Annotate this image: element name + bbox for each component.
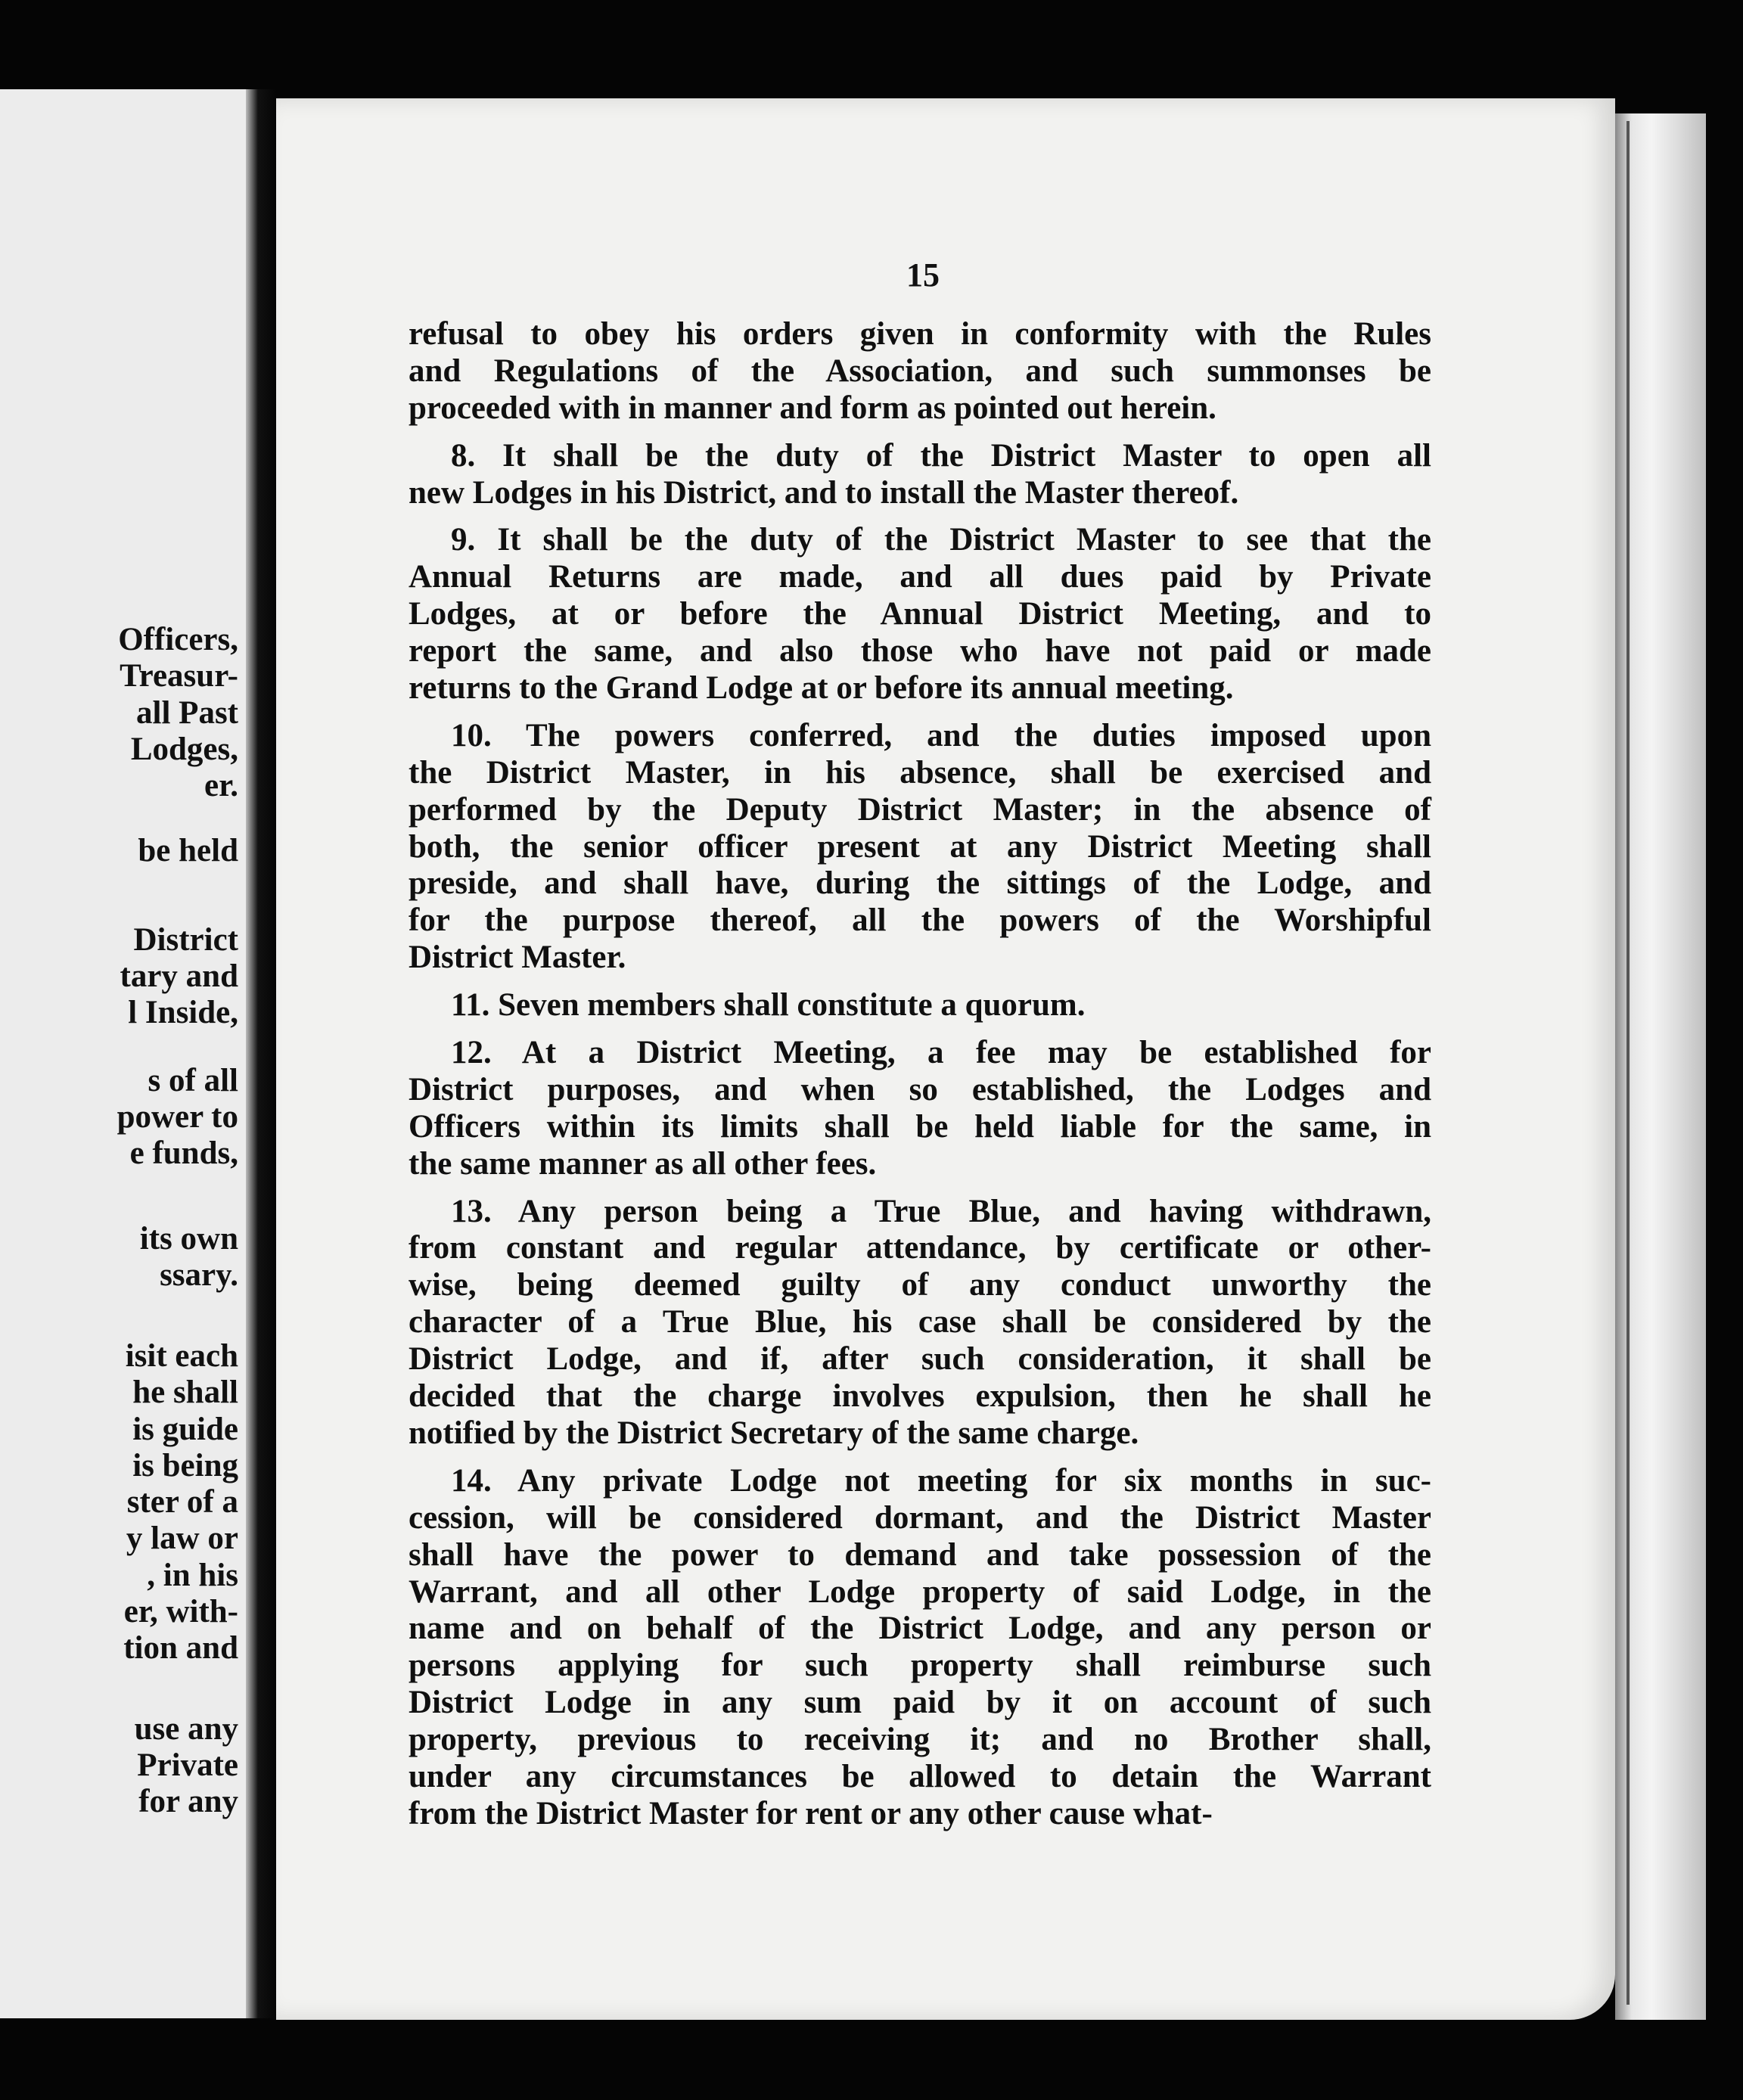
text-line: 9. It shall be the duty of the District Master to see that the [451,522,1431,558]
text-line: Annual Returns are made, and all dues paid by Private [409,559,1431,595]
text-line: Lodges, at or before the Annual District Meeting, and to [409,596,1431,632]
left-page-fragment: e funds, [129,1135,238,1171]
left-page-fragment: tary and [120,958,238,994]
paragraph-gap [409,511,1431,522]
left-page-fragment: District [133,922,238,958]
left-page-fragment: ster of a [126,1484,238,1520]
left-page-fragment: l Inside, [128,995,238,1030]
text-line: 11. Seven members shall constitute a quorum. [451,987,1086,1024]
left-page-fragment: isit each [125,1338,238,1374]
left-page-fragment: is guide [132,1412,238,1447]
paragraph-rule-10 [409,718,1431,977]
text-line: returns to the Grand Lodge at or before its annual meeting. [409,670,1234,707]
text-line: character of a True Blue, his case shall be considered by the [409,1304,1431,1340]
paragraph-rule-8 [409,438,1431,512]
text-line: the same manner as all other fees. [409,1145,877,1182]
paragraph-gap [409,1024,1431,1035]
text-line: cession, will be considered dormant, and the District Master [409,1499,1431,1536]
paragraph-rule-9 [409,522,1431,707]
page-body-text [409,316,1431,1833]
left-page-fragment: all Past [136,695,238,731]
paragraph-cont [409,316,1431,427]
paragraph-rule-14 [409,1463,1431,1833]
paragraph-rule-13 [409,1194,1431,1452]
text-line: wise, being deemed guilty of any conduct unworthy the [409,1267,1431,1303]
text-line: for the purpose thereof, all the powers of the Worshipful [409,902,1431,939]
text-line: District Lodge, and if, after such consideration, it shall be [409,1341,1431,1378]
text-line: both, the senior officer present at any District Meeting shall [409,828,1431,865]
text-line: and Regulations of the Association, and such summonses be [409,353,1431,389]
left-page-fragment: Treasur- [120,658,238,694]
left-page-fragment: , in his [147,1558,238,1593]
text-line: District purposes, and when so established, the Lodges and [409,1071,1431,1107]
text-line: the District Master, in his absence, shall be exercised and [409,754,1431,791]
text-line: notified by the District Secretary of the same charge. [409,1415,1139,1451]
left-page-fragment: tion and [123,1630,238,1666]
left-page-text [0,89,246,2018]
text-line: new Lodges in his District, and to install the Master thereof. [409,474,1239,511]
text-line: 13. Any person being a True Blue, and having withdrawn, [451,1193,1431,1229]
text-line: decided that the charge involves expulsion, then he shall he [409,1378,1431,1415]
text-line: performed by the Deputy District Master; in the absence of [409,791,1431,828]
text-line: 8. It shall be the duty of the District Master to open all [451,437,1431,474]
left-page-fragment: power to [117,1099,238,1135]
text-line: persons applying for such property shall reimburse such [409,1648,1431,1684]
text-line: name and on behalf of the District Lodge, and any person or [409,1611,1431,1647]
text-line: from the District Master for rent or any other cause what- [409,1795,1213,1831]
paragraph-rule-11 [409,987,1431,1024]
left-page-fragment: use any [134,1711,238,1747]
text-line: District Lodge in any sum paid by it on account of such [409,1685,1431,1721]
text-line: preside, and shall have, during the sittings of the Lodge, and [409,865,1431,902]
left-page-fragment: er, with- [123,1594,238,1629]
text-line: District Master. [409,940,626,976]
left-page-fragment: for any [138,1784,238,1819]
left-page-fragment: be held [138,833,238,868]
text-line: Officers within its limits shall be held liable for the same, in [409,1108,1431,1145]
left-page-fragment: s of all [148,1063,238,1098]
paragraph-gap [409,1183,1431,1194]
text-line: 10. The powers conferred, and the duties imposed upon [451,717,1431,753]
text-line: proceeded with in manner and form as pointed out herein. [409,390,1216,426]
text-line: property, previous to receiving it; and no Brother shall, [409,1722,1431,1758]
paragraph-gap [409,427,1431,438]
text-line: under any circumstances be allowed to detain the Warrant [409,1758,1431,1794]
text-line: 12. At a District Meeting, a fee may be established for [451,1035,1431,1071]
left-page-fragment: Private [137,1747,238,1783]
left-page-fragment: er. [204,768,238,803]
text-line: 14. Any private Lodge not meeting for six months in suc- [451,1462,1431,1499]
paragraph-gap [409,977,1431,987]
left-page-fragment: Lodges, [130,732,238,767]
left-page [0,89,246,2018]
paragraph-gap [409,707,1431,718]
left-page-fragment: he shall [132,1375,238,1410]
paragraph-rule-12 [409,1035,1431,1183]
text-line: refusal to obey his orders given in conformity with the Rules [409,316,1431,352]
page-number: 15 [906,256,940,294]
left-page-fragment: y law or [126,1521,238,1556]
book-gutter [246,89,276,2018]
paragraph-gap [409,1452,1431,1463]
page-edge-line [1626,121,1630,2005]
left-page-fragment: Officers, [118,622,238,657]
left-page-fragment: its own [139,1221,238,1257]
text-line: from constant and regular attendance, by certificate or other- [409,1230,1431,1266]
text-line: Warrant, and all other Lodge property of said Lodge, in the [409,1573,1431,1610]
left-page-fragment: is being [132,1448,238,1483]
text-line: report the same, and also those who have not paid or made [409,633,1431,669]
left-page-fragment: ssary. [160,1257,238,1293]
text-line: shall have the power to demand and take possession of the [409,1536,1431,1573]
